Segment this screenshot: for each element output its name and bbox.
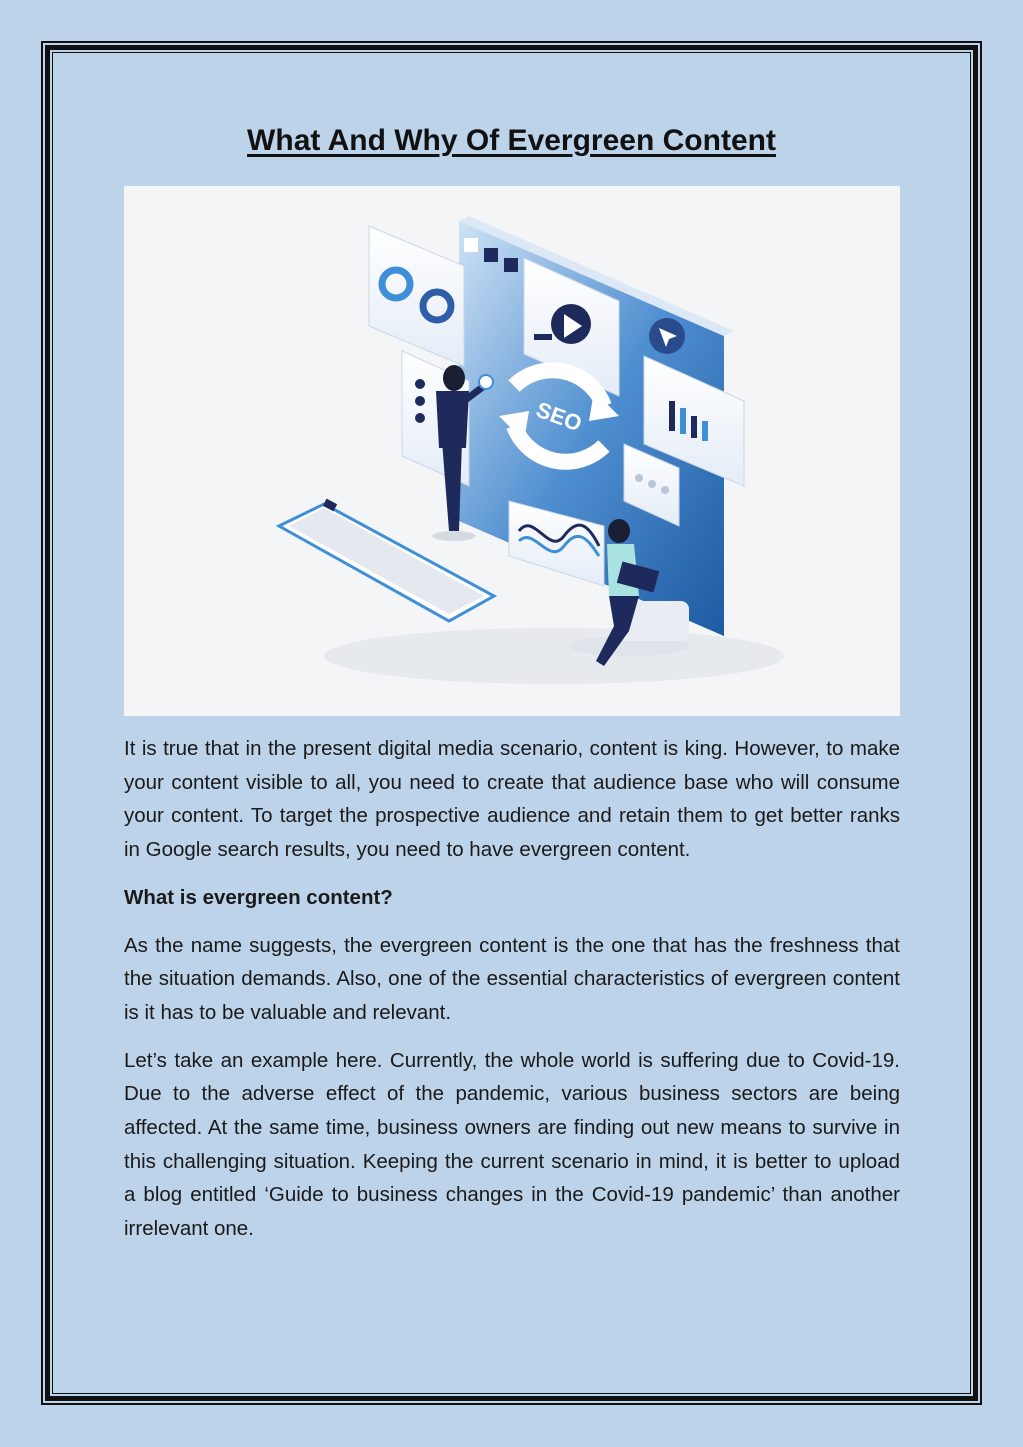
section-heading: What is evergreen content? [124, 885, 393, 909]
example-paragraph: Let’s take an example here. Currently, the whole world is suffering due to Covid-19. Due to the adverse effect of the pandemic, various business sectors are being affected. At the same time, business owners are finding out new means to survive in this challenging situation. Keeping the current scenario in mind, it is better to upload a blog entitled ‘Guide to business changes in the Covid-19 pandemic’ than another irrelevant one. [124, 1048, 900, 1241]
document-title: What And Why Of Evergreen Content [247, 124, 776, 157]
intro-paragraph: It is true that in the present digital media scenario, content is king. However, to make your content visible to all, you need to create that audience base who will consume your content. To target the prospective audience and retain them to get better ranks in Google search results, you need to have evergreen content. [124, 737, 900, 862]
seo-isometric-illustration-icon [124, 186, 900, 716]
seo-label: SEO [532, 396, 586, 437]
article-body [124, 732, 900, 1260]
seo-illustration [124, 186, 900, 716]
definition-paragraph: As the name suggests, the evergreen content is the one that has the freshness that the situation demands. Also, one of the essential characteristics of evergreen content is it has to be valuable and relevant. [124, 933, 900, 1024]
